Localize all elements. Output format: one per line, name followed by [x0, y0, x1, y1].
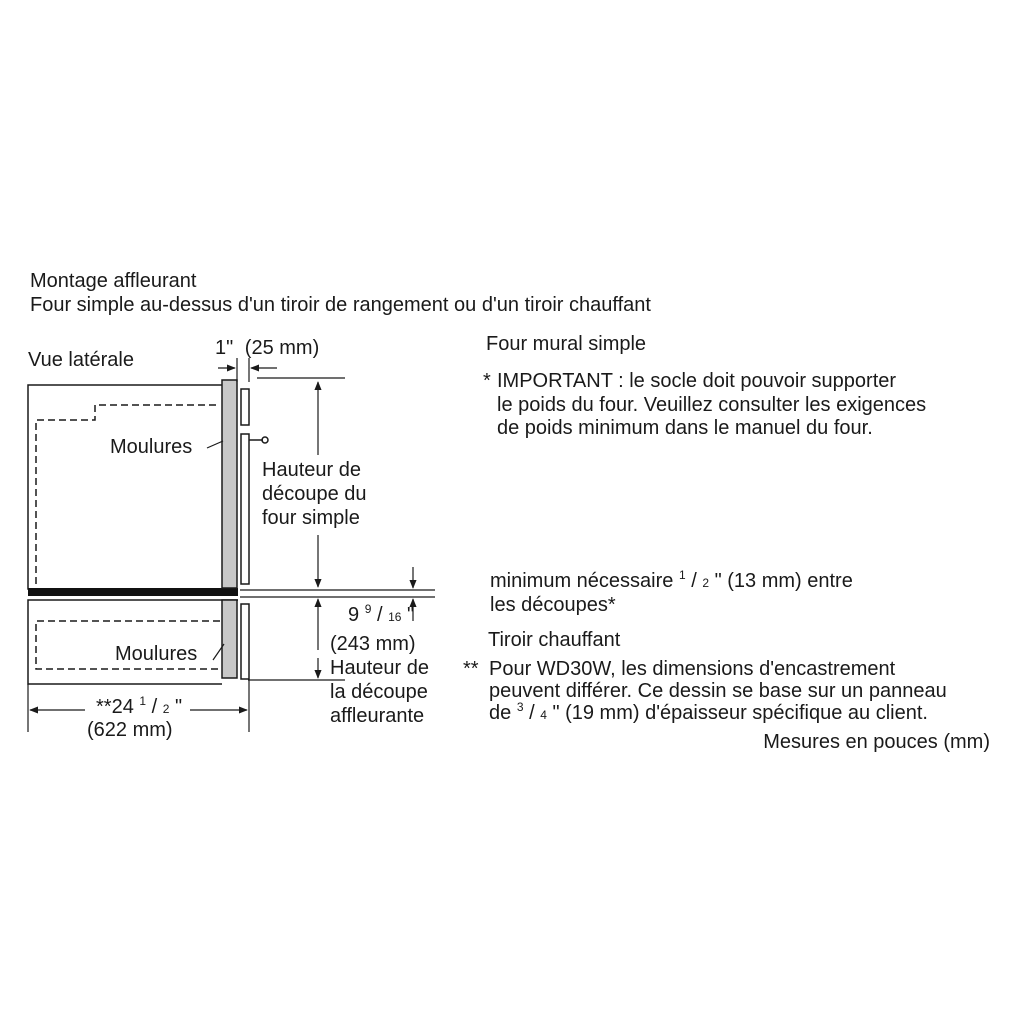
depth-den: 2	[162, 702, 170, 716]
minimum-gap-slash: /	[691, 570, 697, 592]
note-line-2: peuvent différer. Ce dessin se base sur un panneau	[489, 680, 947, 702]
depth-close: "	[175, 696, 183, 718]
drawer-front	[241, 604, 249, 679]
flush-cutout-line-1: Hauteur de	[330, 657, 429, 679]
moldings-upper-leader	[207, 441, 223, 448]
important-line-3: de poids minimum dans le manuel du four.	[497, 417, 873, 439]
note-marker: **	[463, 658, 479, 680]
top-gap-label	[215, 337, 319, 359]
top-gap-value: 1"	[215, 337, 234, 359]
minimum-gap-line-1	[490, 562, 853, 592]
note-line-3-den: 4	[540, 708, 547, 722]
minimum-gap-num: 1	[678, 568, 686, 582]
oven-dashed-outline	[36, 405, 220, 584]
heading-line-2: Four simple au-dessus d'un tiroir de rangement ou d'un tiroir chauffant	[30, 294, 651, 316]
drawer-height-whole: 9	[348, 604, 360, 626]
flush-cutout-line-2: la découpe	[330, 681, 428, 703]
drawer-height-slash: /	[376, 604, 383, 626]
drawer-molding-panel	[222, 600, 237, 678]
drawer-height-metric: (243 mm)	[330, 633, 416, 655]
minimum-gap-after: " (13 mm) entre	[714, 570, 853, 592]
drawer-height-den: 16	[388, 610, 402, 624]
depth-metric: (622 mm)	[87, 719, 173, 741]
separating-shelf	[28, 588, 238, 596]
minimum-gap-line-2: les découpes*	[490, 594, 616, 616]
drawer-height-num: 9	[364, 602, 372, 616]
wall-oven-title: Four mural simple	[486, 333, 647, 355]
important-line-1: IMPORTANT : le socle doit pouvoir supporter	[497, 370, 897, 392]
oven-cutout-height-line-1: Hauteur de	[262, 459, 361, 481]
drawer-height-close: "	[406, 604, 415, 626]
important-line-2: le poids du four. Veuillez consulter les exigences	[497, 394, 927, 416]
minimum-gap-before: minimum nécessaire	[490, 570, 679, 592]
moldings-upper-label: Moulures	[110, 436, 193, 458]
depth-inches	[96, 688, 182, 718]
heading-line-1: Montage affleurant	[30, 270, 197, 292]
note-line-1: Pour WD30W, les dimensions d'encastrement	[489, 658, 896, 680]
side-view-label: Vue latérale	[28, 349, 134, 371]
important-marker: *	[483, 370, 491, 392]
minimum-gap-den: 2	[702, 576, 710, 590]
oven-molding-panel	[222, 380, 237, 588]
units-note: Mesures en pouces (mm)	[763, 731, 990, 753]
depth-prefix: **24	[96, 696, 134, 718]
note-line-3-after: " (19 mm) d'épaisseur spécifique au client.	[552, 702, 928, 724]
drawer-height-inches	[348, 596, 414, 626]
oven-cutout-height-line-3: four simple	[262, 507, 360, 529]
note-line-3-before: de	[489, 702, 517, 724]
note-line-3-num: 3	[516, 700, 524, 714]
note-line-3-slash: /	[529, 702, 535, 724]
flush-cutout-line-3: affleurante	[330, 705, 425, 727]
oven-cutout-height-line-2: découpe du	[262, 483, 367, 505]
warming-drawer-title: Tiroir chauffant	[488, 629, 621, 651]
top-gap-metric: (25 mm)	[244, 337, 320, 359]
depth-slash: /	[151, 696, 158, 718]
depth-num: 1	[139, 694, 147, 708]
cabinet-outline	[28, 385, 238, 684]
moldings-lower-label: Moulures	[115, 643, 198, 665]
